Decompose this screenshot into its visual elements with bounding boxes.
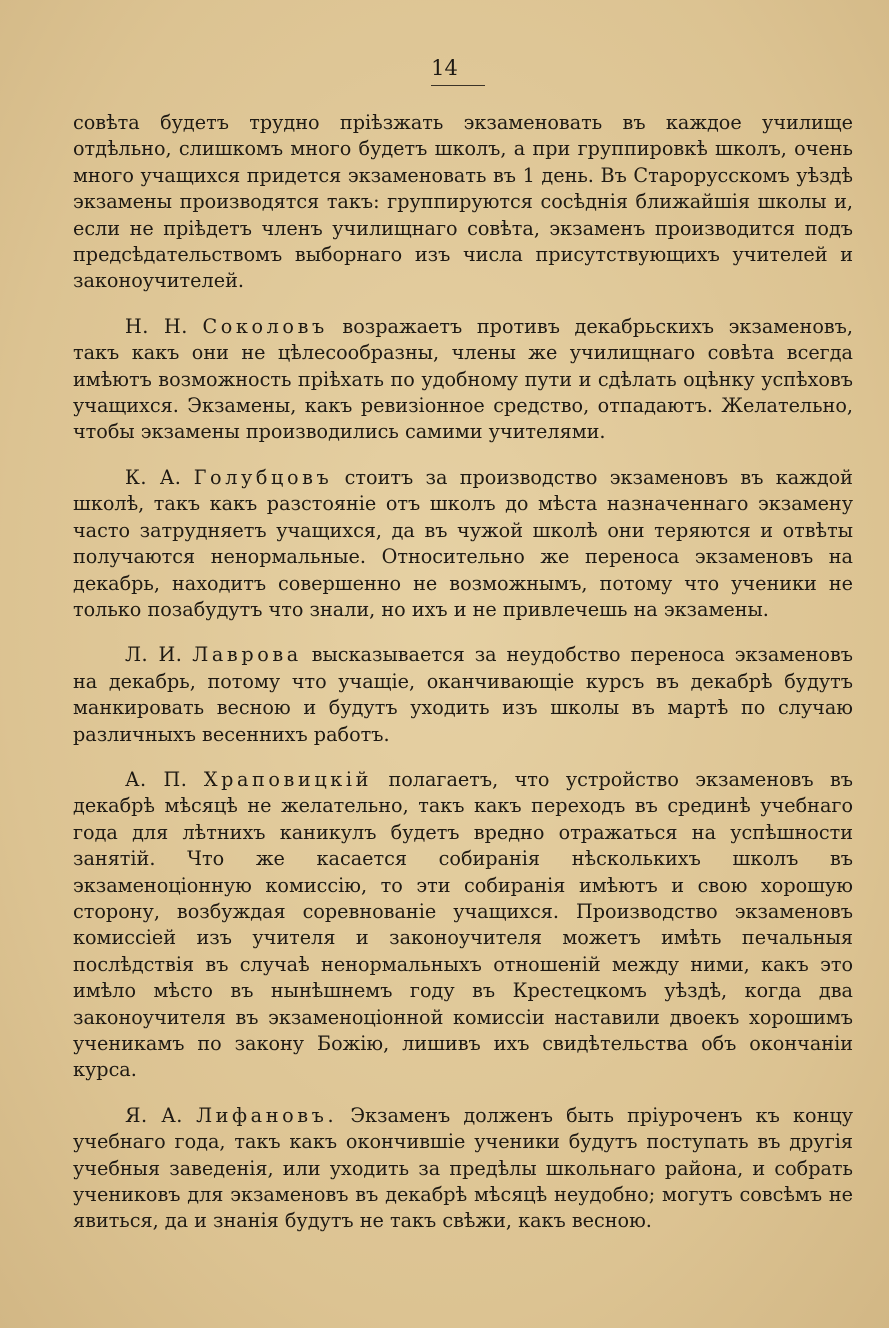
speaker-name: Лифановъ. (196, 1103, 338, 1127)
speaker-name: Соколовъ (202, 314, 328, 338)
paragraph-khrapovitsky (73, 767, 853, 1084)
page-number-rule (431, 85, 485, 86)
speaker-initials: А. П. (125, 767, 188, 791)
paragraph-text: совѣта будетъ трудно пріѣзжать экзаменовать въ каждое училище отдѣльно, слишкомъ много будетъ школъ, а при группировкѣ школъ, очень много учащихся придется экзаменовать въ 1 день. Въ Старорусскомъ уѣздѣ экзамены производятся такъ: группируются сосѣднія ближайшія школы и, если не пріѣдетъ членъ училищнаго совѣта, экзаменъ производится подъ предсѣдательствомъ выборнаго изъ числа присутствующихъ учителей и законоучителей. (73, 111, 853, 293)
speaker-initials: Я. А. (125, 1103, 183, 1127)
paragraph-text: возражаетъ противъ декабрьскихъ экзаменовъ, такъ какъ они не цѣлесообразны, члены же училищнаго совѣта всегда имѣютъ возможность пріѣхать по удобному пути и сдѣлать оцѣнку успѣховъ учащихся. Экзамены, какъ ревизіонное средство, отпадаютъ. Желательно, чтобы экзамены производились самими учителями. (73, 314, 853, 444)
speaker-name: Лаврова (192, 643, 302, 667)
speaker-name: Голубцовъ (193, 465, 333, 489)
paragraph-golubtsov (73, 465, 853, 623)
speaker-initials: Л. И. (125, 643, 183, 667)
page-number: 14 (431, 56, 458, 80)
body-text (73, 110, 853, 1235)
paragraph-text: стоитъ за производство экзаменовъ въ каждой школѣ, такъ какъ разстояніе отъ школъ до мѣста назначеннаго экзамену часто затрудняетъ учащихся, да въ чужой школѣ они теряются и отвѣты получаются ненормальные. Относительно же переноса экзаменовъ на декабрь, находитъ совершенно не возможнымъ, потому что ученики не только позабудутъ что знали, но ихъ и не привлечешь на экзамены. (73, 465, 853, 621)
paragraph-text: Экзаменъ долженъ быть пріуроченъ къ концу учебнаго года, такъ какъ окончившіе ученики будутъ поступать въ другія учебныя заведенія, или уходить за предѣлы школьнаго района, и собрать учениковъ для экзаменовъ въ декабрѣ мѣсяцѣ неудобно; могутъ совсѣмъ не явиться, да и знанія будутъ не такъ свѣжи, какъ весною. (73, 1103, 853, 1233)
paragraph-text: высказывается за неудобство переноса экзаменовъ на декабрь, потому что учащіе, оканчивающіе курсъ въ декабрѣ будутъ манкировать весною и будутъ уходить изъ школы въ мартѣ по случаю различныхъ весеннихъ работъ. (73, 643, 853, 746)
paragraph-lavrova (73, 642, 853, 748)
paragraph-text: полагаетъ, что устройство экзаменовъ въ декабрѣ мѣсяцѣ не желательно, такъ какъ переходъ въ срединѣ учебнаго года для лѣтнихъ каникулъ будетъ вредно отражаться на успѣшности занятій. Что же касается собиранія нѣсколькихъ школъ въ экзаменоціонную комиссію, то эти собиранія имѣютъ и свою хорошую сторону, возбуждая соревнованіе учащихся. Производство экзаменовъ комиссіей изъ учителя и законоучителя можетъ имѣть печальныя послѣдствія въ случаѣ ненормальныхъ отношеній между ними, какъ это имѣло мѣсто въ нынѣшнемъ году въ Крестецкомъ уѣздѣ, когда два законоучителя въ экзаменоціонной комиссіи наставили двоекъ хорошимъ ученикамъ по закону Божію, лишивъ ихъ свидѣтельства объ окончаніи курса. (73, 767, 853, 1082)
paragraph-continuation (73, 110, 853, 295)
paragraph-sokolov (73, 314, 853, 446)
speaker-initials: К. А. (125, 465, 182, 489)
speaker-initials: Н. Н. (125, 314, 188, 338)
speaker-name: Храповицкій (203, 767, 372, 791)
paragraph-lifanov (73, 1103, 853, 1235)
